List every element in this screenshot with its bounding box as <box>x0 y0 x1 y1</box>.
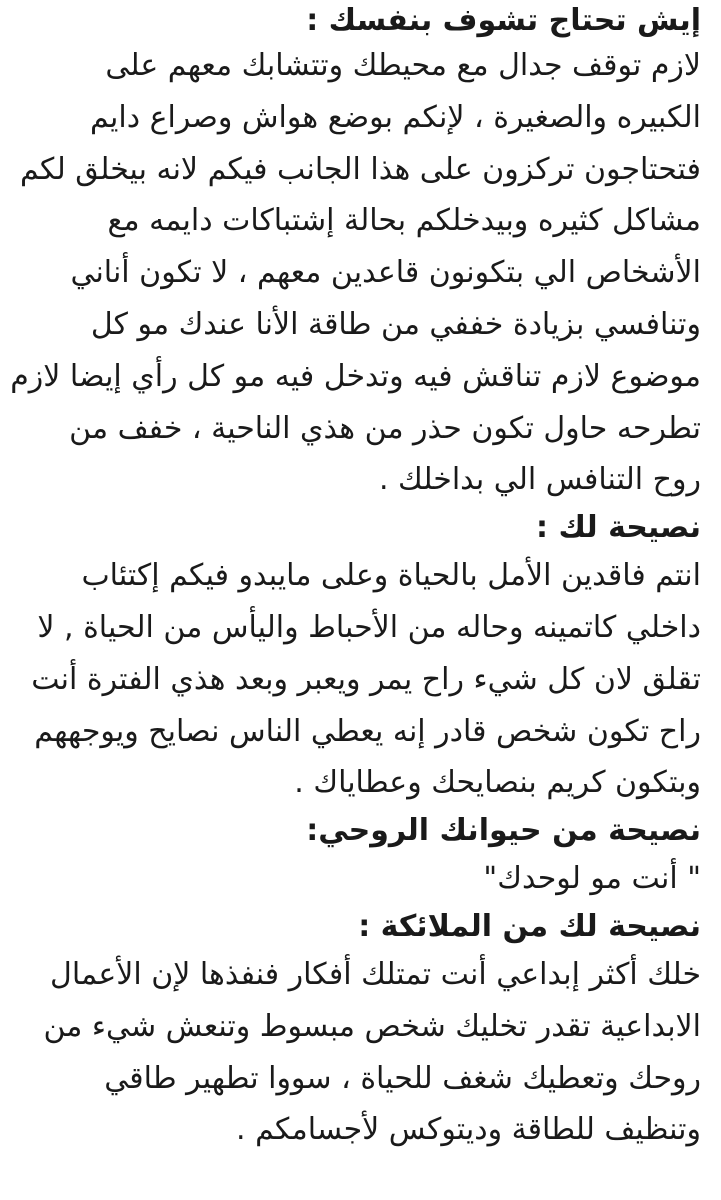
text-line: وبتكون كريم بنصايحك وعطاياك . <box>294 765 701 801</box>
text-line: الكبيره والصغيرة ، لإنكم بوضع هواش وصراع دايم <box>90 99 701 135</box>
section-advice <box>0 506 701 809</box>
text-line: موضوع لازم تناقش فيه وتدخل فيه مو كل رأي إيضا لازم <box>10 358 701 394</box>
text-line: لازم توقف جدال مع محيطك وتتشابك معهم على <box>105 48 701 83</box>
text-line: روحك وتعطيك شغف للحياة ، سووا تطهير طاقي <box>104 1060 701 1096</box>
section-angels-advice <box>0 905 701 1156</box>
section-heading: نصيحة لك من الملائكة : <box>358 908 701 944</box>
text-line: روح التنافس الي بداخلك . <box>378 462 701 498</box>
text-line: الأشخاص الي بتكونون قاعدين معهم ، لا تكون أناني <box>70 255 701 291</box>
section-self-reflection <box>0 2 701 506</box>
text-line: داخلي كاتمينه وحاله من الأحباط واليأس من الحياة , لا <box>37 609 701 645</box>
text-line: تقلق لان كل شيء راح يمر ويعبر وبعد هذي الفترة أنت <box>31 661 701 697</box>
text-line: راح تكون شخص قادر إنه يعطي الناس نصايح ويوجههم <box>34 713 701 749</box>
section-heading: نصيحة من حيوانك الروحي: <box>306 813 701 849</box>
text-line: الابداعية تقدر تخليك شخص مبسوط وتنعش شيء من <box>43 1008 701 1044</box>
text-line: انتم فاقدين الأمل بالحياة وعلى مايبدو فيكم إكتئاب <box>81 558 701 594</box>
text-line: " أنت مو لوحدك" <box>483 861 701 897</box>
text-line: خلك أكثر إبداعي أنت تمتلك أفكار فنفذها لإن الأعمال <box>50 956 701 992</box>
text-line: وتنظيف للطاقة وديتوكس لأجسامكم . <box>236 1112 701 1148</box>
text-line: فتحتاجون تركزون على هذا الجانب فيكم لانه بيخلق لكم <box>20 151 701 187</box>
text-line: تطرحه حاول تكون حذر من هذي الناحية ، خفف من <box>69 410 701 446</box>
section-spirit-animal <box>0 809 701 905</box>
text-line: مشاكل كثيره وبيدخلكم بحالة إشتباكات دايمه مع <box>107 203 701 239</box>
section-heading: نصيحة لك : <box>536 510 701 546</box>
text-line: وتنافسي بزيادة خففي من طاقة الأنا عندك مو كل <box>90 306 701 342</box>
section-heading: إيش تحتاج تشوف بنفسك : <box>306 3 701 38</box>
